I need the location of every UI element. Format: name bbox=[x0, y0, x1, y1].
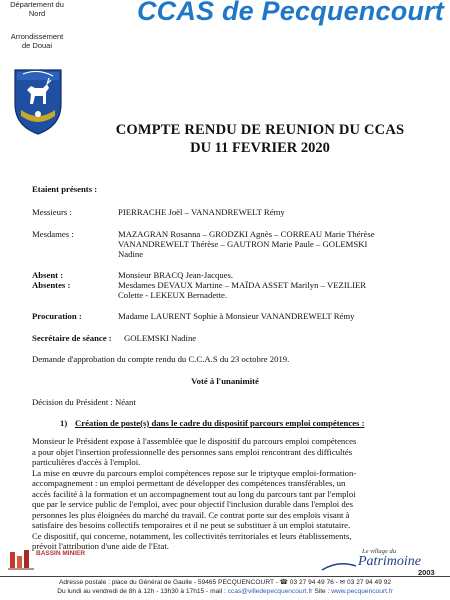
absentes-list-line1: Mesdames DEVAUX Martine – MAÏDA ASSET Marilyn – VEZILIER bbox=[118, 280, 367, 290]
absentes-label: Absentes : bbox=[32, 280, 71, 290]
paragraph-line: La mise en œuvre du parcours emploi compétences repose sur le triptyque emploi-formation- bbox=[32, 467, 357, 478]
swoosh-icon bbox=[320, 560, 358, 572]
footer-site-label: Site : bbox=[314, 588, 330, 595]
patrimoine-logo bbox=[320, 548, 440, 578]
secretaire-label: Secrétaire de séance : bbox=[32, 333, 112, 343]
document-date-title: DU 11 FEVRIER 2020 bbox=[190, 140, 330, 156]
paragraph-line: particulières d'accès à l'emploi. bbox=[32, 457, 141, 467]
paragraph-line: Ce dispositif, qui concerne, notamment, les collectivités territoriales et leurs établissements, bbox=[32, 530, 352, 541]
footer-site-link[interactable]: www.pecquencourt.fr bbox=[331, 588, 393, 595]
mesdames-list-line2: VANANDREWELT Thérèse – GAUTRON Marie Paule – GOLEMSKI bbox=[118, 239, 368, 249]
phone-icon: ☎ bbox=[279, 579, 290, 586]
paragraph-line: satisfaire des besoins collectifs temporaires et il ne peut se substituer à un emploi statutaire. bbox=[32, 520, 351, 530]
footer-line-1 bbox=[0, 578, 450, 587]
footer-phone: 03 27 94 49 76 bbox=[289, 579, 334, 586]
department-label: Département du Nord bbox=[10, 0, 64, 18]
section-1-title: Création de poste(s) dans le cadre du dispositif parcours emploi compétences : bbox=[75, 418, 365, 428]
secretaire-name: GOLEMSKI Nadine bbox=[124, 333, 197, 343]
bassin-minier-label: BASSIN MINIER bbox=[36, 550, 86, 557]
absentes-list-line2: Colette - LEKEUX Bernadette. bbox=[118, 290, 228, 300]
absent-list: Monsieur BRACQ Jean-Jacques. bbox=[118, 270, 234, 280]
vote-result: Voté à l'unanimité bbox=[191, 376, 259, 386]
approbation-text: Demande d'approbation du compte rendu du C.C.A.S du 23 octobre 2019. bbox=[32, 354, 290, 364]
paragraph-line: accompagnement : un emploi permettant de développer des compétences transférables, un bbox=[32, 478, 346, 488]
patrimoine-word: Patrimoine bbox=[358, 554, 421, 569]
ccas-brand-title: CCAS de Pecquencourt bbox=[136, 0, 444, 26]
document-title: COMPTE RENDU DE REUNION DU CCAS bbox=[115, 122, 405, 138]
decision-president: Décision du Président : Néant bbox=[32, 397, 136, 407]
bassin-minier-logo-icon bbox=[8, 548, 38, 572]
paragraph-line: a pour objet l'insertion professionnelle des personnes sans emploi rencontrant des difficultés bbox=[32, 446, 353, 457]
footer-fax: 03 27 94 49 92 bbox=[347, 579, 392, 586]
mesdames-list-line1: MAZAGRAN Rosanna – GRODZKI Agnès – CORREAU Marie Thérèse bbox=[118, 229, 375, 239]
footer-hours: Du lundi au vendredi de 8h à 12h - 13h30 à 17h15 - bbox=[57, 588, 209, 595]
section-1-number: 1) bbox=[60, 418, 68, 428]
footer-line-2 bbox=[0, 587, 450, 596]
paragraph-line: prévoit l'attribution d'une aide de l'Etat. bbox=[32, 541, 169, 551]
mesdames-label: Mesdames : bbox=[32, 229, 74, 239]
paragraph-line: Monsieur le Président expose à l'assemblée que le dispositif du parcours emploi compétences bbox=[32, 436, 357, 446]
footer-mail-link[interactable]: ccas@villedepecquencourt.fr bbox=[227, 588, 313, 595]
patrimoine-prefix: Le village du bbox=[362, 548, 396, 555]
messieurs-label: Messieurs : bbox=[32, 207, 72, 217]
footer-divider bbox=[0, 576, 450, 577]
coat-of-arms-icon bbox=[13, 66, 63, 136]
messieurs-list: PIERRACHE Joël – VANANDREWELT Rémy bbox=[118, 207, 285, 217]
arrondissement-label: Arrondissement de Douai bbox=[10, 32, 64, 50]
footer-mail-label: mail : bbox=[210, 588, 226, 595]
paragraph-line: que par le service public de l'emploi, avec pour objectif l'inclusion durable dans l'emploi des bbox=[32, 499, 353, 509]
procuration-label: Procuration : bbox=[32, 311, 82, 321]
patrimoine-year: 2003 bbox=[418, 568, 435, 577]
paragraph-line: accès facilité à la formation et un accompagnement tout au long du parcours tant par l'emploi bbox=[32, 488, 356, 499]
procuration-text: Madame LAURENT Sophie à Monsieur VANANDREWELT Rémy bbox=[118, 311, 355, 321]
footer-address: Adresse postale : place du Général de Gaulle - 59465 PECQUENCOURT - bbox=[58, 579, 278, 586]
section-1-paragraph bbox=[32, 436, 432, 552]
paragraph-line: personnes les plus éloignées du marché du travail. Ce contrat porte sur des emplois visant à bbox=[32, 509, 350, 520]
fax-icon: - ✉ bbox=[335, 579, 348, 586]
presence-heading: Etaient présents : bbox=[32, 184, 98, 194]
absent-label: Absent : bbox=[32, 270, 64, 280]
footer bbox=[0, 578, 450, 596]
mesdames-list-line3: Nadine bbox=[118, 249, 144, 259]
